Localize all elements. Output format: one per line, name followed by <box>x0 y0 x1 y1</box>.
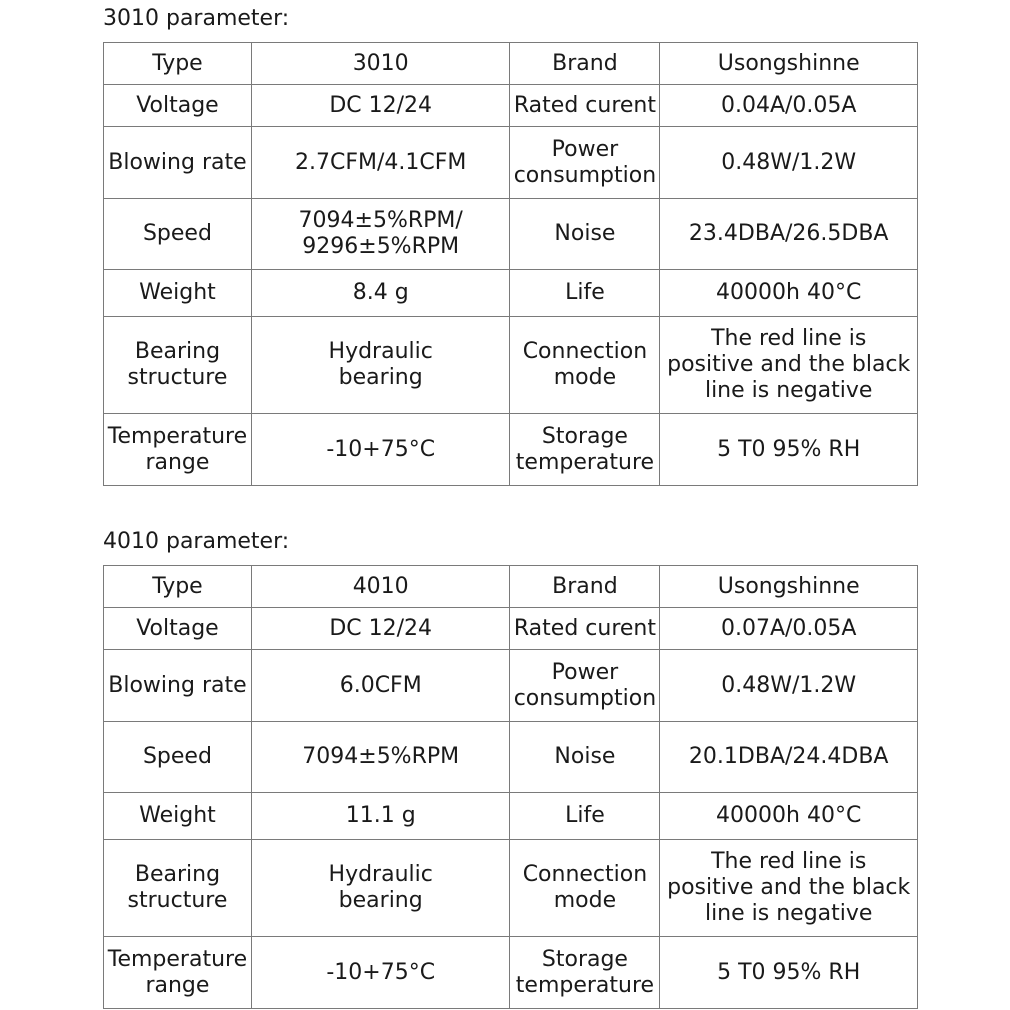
spec-value: 23.4DBA/26.5DBA <box>660 199 918 270</box>
spec-value: DC 12/24 <box>251 85 510 127</box>
spec-value: 0.48W/1.2W <box>660 127 918 199</box>
spec-value: 4010 <box>251 566 510 608</box>
spec-value: 5 T0 95% RH <box>660 414 918 486</box>
spec-value: DC 12/24 <box>251 608 510 650</box>
spec-value: 8.4 g <box>251 270 510 317</box>
spec-row-temperature <box>104 937 918 1009</box>
spec-table-4010 <box>103 565 918 1009</box>
spec-value: The red line is positive and the black line is negative <box>660 840 918 937</box>
spec-label: Rated curent <box>510 608 660 650</box>
spec-row-speed <box>104 722 918 793</box>
spec-value: 6.0CFM <box>251 650 510 722</box>
spec-row-type <box>104 566 918 608</box>
spec-label: Temperature range <box>104 937 252 1009</box>
spec-row-blowing-rate <box>104 650 918 722</box>
spec-value: 0.04A/0.05A <box>660 85 918 127</box>
spec-value: The red line is positive and the black line is negative <box>660 317 918 414</box>
spec-value: 5 T0 95% RH <box>660 937 918 1009</box>
spec-value: Hydraulic bearing <box>251 317 510 414</box>
spec-value: Usongshinne <box>660 43 918 85</box>
spec-row-weight <box>104 793 918 840</box>
spec-row-blowing-rate <box>104 127 918 199</box>
spec-value: Usongshinne <box>660 566 918 608</box>
spec-row-bearing <box>104 840 918 937</box>
spec-label: Storage temperature <box>510 414 660 486</box>
spec-label: Brand <box>510 43 660 85</box>
spec-value: 7094±5%RPM/ 9296±5%RPM <box>251 199 510 270</box>
spec-row-voltage <box>104 608 918 650</box>
spec-label: Brand <box>510 566 660 608</box>
spec-value: 2.7CFM/4.1CFM <box>251 127 510 199</box>
spec-label: Speed <box>104 199 252 270</box>
spec-label: Noise <box>510 722 660 793</box>
spec-value: 11.1 g <box>251 793 510 840</box>
spec-label: Temperature range <box>104 414 252 486</box>
spec-value: -10+75°C <box>251 937 510 1009</box>
spec-label: Bearing structure <box>104 840 252 937</box>
spec-value: 20.1DBA/24.4DBA <box>660 722 918 793</box>
spec-value: 3010 <box>251 43 510 85</box>
spec-label: Type <box>104 566 252 608</box>
spec-label: Type <box>104 43 252 85</box>
spec-value: 40000h 40°C <box>660 270 918 317</box>
spec-label: Weight <box>104 270 252 317</box>
spec-label: Connection mode <box>510 840 660 937</box>
spec-label: Voltage <box>104 608 252 650</box>
spec-value: 40000h 40°C <box>660 793 918 840</box>
spec-label: Life <box>510 270 660 317</box>
spec-label: Blowing rate <box>104 127 252 199</box>
spec-label: Blowing rate <box>104 650 252 722</box>
spec-row-bearing <box>104 317 918 414</box>
spec-value: Hydraulic bearing <box>251 840 510 937</box>
spec-label: Storage temperature <box>510 937 660 1009</box>
spec-label: Voltage <box>104 85 252 127</box>
spec-value: -10+75°C <box>251 414 510 486</box>
spec-label: Rated curent <box>510 85 660 127</box>
spec-row-voltage <box>104 85 918 127</box>
spec-value: 0.48W/1.2W <box>660 650 918 722</box>
spec-label: Power consumption <box>510 127 660 199</box>
spec-table-3010 <box>103 42 918 486</box>
spec-row-speed <box>104 199 918 270</box>
spec-value: 7094±5%RPM <box>251 722 510 793</box>
spec-label: Life <box>510 793 660 840</box>
spec-row-type <box>104 43 918 85</box>
spec-label: Noise <box>510 199 660 270</box>
spec-label: Speed <box>104 722 252 793</box>
section-title-4010: 4010 parameter: <box>103 529 290 554</box>
spec-label: Bearing structure <box>104 317 252 414</box>
spec-label: Power consumption <box>510 650 660 722</box>
spec-row-temperature <box>104 414 918 486</box>
spec-label: Connection mode <box>510 317 660 414</box>
spec-row-weight <box>104 270 918 317</box>
section-title-3010: 3010 parameter: <box>103 6 290 31</box>
spec-value: 0.07A/0.05A <box>660 608 918 650</box>
spec-label: Weight <box>104 793 252 840</box>
